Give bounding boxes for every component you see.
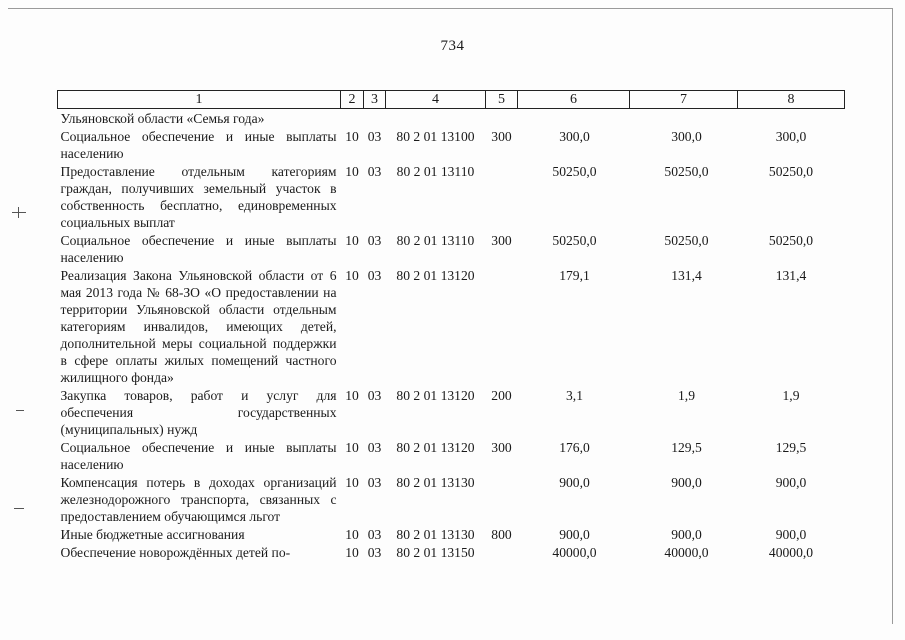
- row-subsection-code: 03: [367, 388, 382, 403]
- row-section-code: 10: [345, 268, 359, 283]
- table-row: [58, 525, 845, 543]
- table-row: [58, 473, 845, 525]
- row-section-code: 10: [345, 164, 359, 179]
- page-number: 734: [440, 38, 465, 54]
- row-value-col7: 300,0: [671, 129, 702, 144]
- row-value-col6: 300,0: [559, 129, 590, 144]
- row-value-col6: 900,0: [559, 475, 590, 490]
- row-subsection-code: 03: [367, 233, 382, 248]
- row-value-col8: 1,9: [782, 388, 800, 403]
- row-expense-type: [486, 473, 518, 525]
- row-expense-type: [486, 543, 518, 561]
- row-target-article: 80 2 01 13130: [396, 475, 475, 490]
- row-value-col8: 50250,0: [768, 233, 814, 248]
- row-section-code: 10: [345, 129, 359, 144]
- row-description: Закупка товаров, работ и услуг для обеспечения государственных (муниципальных) нужд: [60, 388, 337, 437]
- table-row: [58, 266, 845, 386]
- row-description: Социальное обеспечение и иные выплаты населению: [60, 233, 337, 265]
- row-subsection-code: 03: [367, 440, 382, 455]
- row-description: Социальное обеспечение и иные выплаты населению: [60, 129, 337, 161]
- table-row: [58, 231, 845, 266]
- row-subsection-code: 03: [367, 527, 382, 542]
- row-value-col7: 50250,0: [664, 164, 709, 179]
- row-value-col7: 131,4: [671, 268, 702, 283]
- row-subsection-code: 03: [367, 268, 382, 283]
- row-value-col7: 129,5: [671, 440, 702, 455]
- row-target-article: 80 2 01 13150: [396, 545, 475, 560]
- row-value-col8: 300,0: [775, 129, 807, 144]
- row-subsection-code: 03: [367, 164, 382, 179]
- row-target-article: [386, 109, 486, 128]
- column-header-8: 8: [738, 91, 845, 109]
- row-expense-type: 200: [491, 388, 512, 403]
- column-header-1: 1: [58, 91, 341, 109]
- row-target-article: 80 2 01 13120: [396, 268, 475, 283]
- row-value-col6: 50250,0: [552, 164, 597, 179]
- column-header-7: 7: [630, 91, 738, 109]
- row-expense-type: [486, 109, 518, 128]
- scan-mark: [14, 508, 24, 509]
- row-section-code: [341, 109, 364, 128]
- row-description: Социальное обеспечение и иные выплаты населению: [60, 440, 337, 472]
- row-subsection-code: 03: [367, 475, 382, 490]
- column-header-6: 6: [518, 91, 630, 109]
- column-header-3: 3: [364, 91, 386, 109]
- row-subsection-code: 03: [367, 129, 382, 144]
- row-description: Обеспечение новорождённых детей по-: [60, 545, 291, 560]
- row-value-col7: 50250,0: [664, 233, 709, 248]
- row-description: Ульяновской области «Семья года»: [60, 111, 265, 126]
- row-value-col8: 40000,0: [768, 545, 814, 560]
- row-expense-type: 300: [491, 440, 512, 455]
- row-value-col7: [630, 109, 738, 128]
- row-value-col7: 900,0: [671, 527, 702, 542]
- column-header-2: 2: [341, 91, 364, 109]
- table-header-row: [58, 91, 845, 109]
- row-description: Предоставление отдельным категориям граждан, получивших земельный участок в собственность бесплатно, единовременных социальных выплат: [60, 164, 337, 230]
- row-value-col6: 179,1: [559, 268, 590, 283]
- row-target-article: 80 2 01 13110: [396, 164, 475, 179]
- table-row: [58, 127, 845, 162]
- column-header-4: 4: [386, 91, 486, 109]
- row-value-col8: 129,5: [775, 440, 807, 455]
- row-expense-type: 300: [491, 233, 512, 248]
- row-target-article: 80 2 01 13120: [396, 440, 475, 455]
- row-value-col8: 900,0: [775, 527, 807, 542]
- row-description: Иные бюджетные ассигнования: [60, 527, 245, 542]
- row-subsection-code: [364, 109, 386, 128]
- row-section-code: 10: [345, 233, 359, 248]
- row-value-col8: 50250,0: [768, 164, 814, 179]
- row-target-article: 80 2 01 13100: [396, 129, 475, 144]
- row-target-article: 80 2 01 13110: [396, 233, 475, 248]
- table-row: [58, 162, 845, 231]
- row-value-col6: 40000,0: [552, 545, 597, 560]
- row-expense-type: 800: [491, 527, 512, 542]
- row-target-article: 80 2 01 13120: [396, 388, 475, 403]
- scan-mark: [12, 212, 26, 213]
- table-body: [58, 109, 845, 562]
- budget-table: [57, 90, 845, 561]
- table-row: [58, 109, 845, 128]
- table-row: [58, 438, 845, 473]
- row-value-col6: 3,1: [566, 388, 583, 403]
- row-value-col6: 176,0: [559, 440, 590, 455]
- row-value-col7: 900,0: [671, 475, 702, 490]
- row-value-col7: 1,9: [678, 388, 695, 403]
- row-section-code: 10: [345, 475, 359, 490]
- row-description: Реализация Закона Ульяновской области от 6 мая 2013 года № 68-ЗО «О предоставлении на территории Ульяновской области отдельным категориям инвалидов, имеющих детей, дополнительной меры социальной поддержки в сфере оплаты жилых помещений частного жилищного фонда»: [60, 268, 337, 385]
- table-row: [58, 543, 845, 561]
- row-value-col6: [518, 109, 630, 128]
- row-value-col8: 900,0: [775, 475, 807, 490]
- row-value-col6: 900,0: [559, 527, 590, 542]
- row-section-code: 10: [345, 440, 359, 455]
- row-section-code: 10: [345, 527, 359, 542]
- table-row: [58, 386, 845, 438]
- scan-mark: [18, 207, 19, 218]
- row-section-code: 10: [345, 388, 359, 403]
- row-description: Компенсация потерь в доходах организаций железнодорожного транспорта, связанных с предоставлением обучающимся льгот: [60, 475, 337, 524]
- row-value-col7: 40000,0: [664, 545, 709, 560]
- column-header-5: 5: [486, 91, 518, 109]
- row-section-code: 10: [345, 545, 359, 560]
- row-subsection-code: 03: [367, 545, 382, 560]
- row-expense-type: 300: [491, 129, 512, 144]
- row-value-col6: 50250,0: [552, 233, 597, 248]
- row-expense-type: [486, 266, 518, 386]
- row-value-col8: [738, 109, 845, 128]
- scan-mark: [16, 410, 24, 411]
- row-expense-type: [486, 162, 518, 231]
- row-value-col8: 131,4: [775, 268, 807, 283]
- row-target-article: 80 2 01 13130: [396, 527, 475, 542]
